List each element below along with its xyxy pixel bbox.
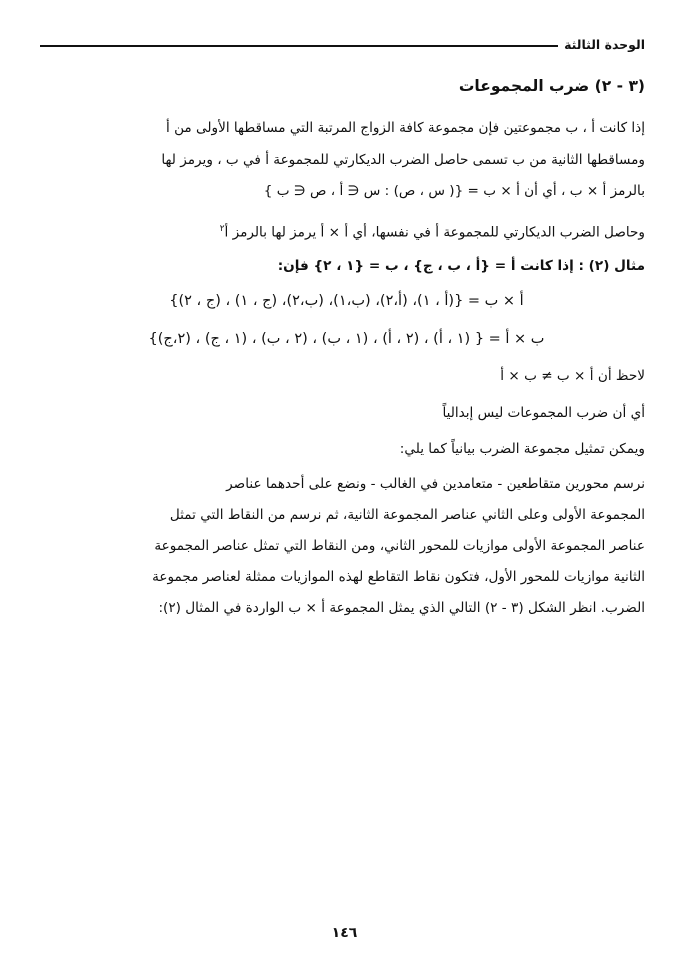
unit-title: الوحدة الثالثة (564, 36, 645, 52)
paragraph-line: الثانية موازيات للمحور الأول، فتكون نقاط التقاطع لهذه الموازيات ممثلة لعناصر مجموعة (152, 569, 645, 585)
set-a-times-b: أ × ب = {(أ ، ١)، (أ،٢)، (ب،١)، (ب،٢)، (ج ، ١) ، (ج ، ٢)} (169, 293, 524, 309)
paragraph-line: المجموعة الأولى وعلى الثاني عناصر المجموعة الثانية، ثم نرسم من النقاط التي تمثل (169, 507, 645, 523)
paragraph-line: ومساقطها الثانية من ب تسمى حاصل الضرب الديكارتي للمجموعة أ في ب ، ويرمز لها (161, 152, 645, 168)
running-header (40, 34, 645, 54)
paragraph-line: نرسم محورين متقاطعين - متعامدين في الغالب - ونضع على أحدهما عناصر (226, 476, 645, 492)
conclusion-line: أي أن ضرب المجموعات ليس إبدالياً (442, 405, 645, 421)
note-line: لاحظ أن أ × ب ≠ ب × أ (500, 368, 645, 384)
example-intro: مثال (٢) : إذا كانت أ = {أ ، ب ، ج} ، ب = {١ ، ٢} فإن: (277, 258, 645, 274)
paragraph-line: الضرب. انظر الشكل (٣ - ٢) التالي الذي يمثل المجموعة أ × ب الواردة في المثال (٢): (158, 600, 645, 616)
section-heading: (٣ - ٢) ضرب المجموعات (458, 77, 645, 95)
paragraph-line (48, 215, 645, 245)
square-definition: وحاصل الضرب الديكارتي للمجموعة أ في نفسها، أي أ × أ يرمز لها بالرمز أ (224, 224, 645, 241)
header-rule (40, 45, 558, 47)
page-number: ١٤٦ (331, 925, 358, 941)
paragraph-line: بالرمز أ × ب ، أي أن أ × ب = {( س ، ص) : س ∈ أ ، ص ∈ ب } (263, 183, 645, 199)
page-content (48, 72, 645, 632)
graph-intro-line: ويمكن تمثيل مجموعة الضرب بيانياً كما يلي: (399, 441, 645, 457)
paragraph-line: إذا كانت أ ، ب مجموعتين فإن مجموعة كافة الزواج المرتبة التي مساقطها الأولى من أ (165, 120, 645, 136)
set-b-times-a: ب × أ = { (١ ، أ) ، (٢ ، أ) ، (١ ، ب) ، (٢ ، ب) ، (١ ، ج) ، (٢،ج)} (148, 331, 545, 347)
superscript: ٢ (219, 224, 225, 234)
paragraph-line: عناصر المجموعة الأولى موازيات للمحور الثاني، ومن النقاط التي تمثل عناصر المجموعة (154, 538, 645, 554)
